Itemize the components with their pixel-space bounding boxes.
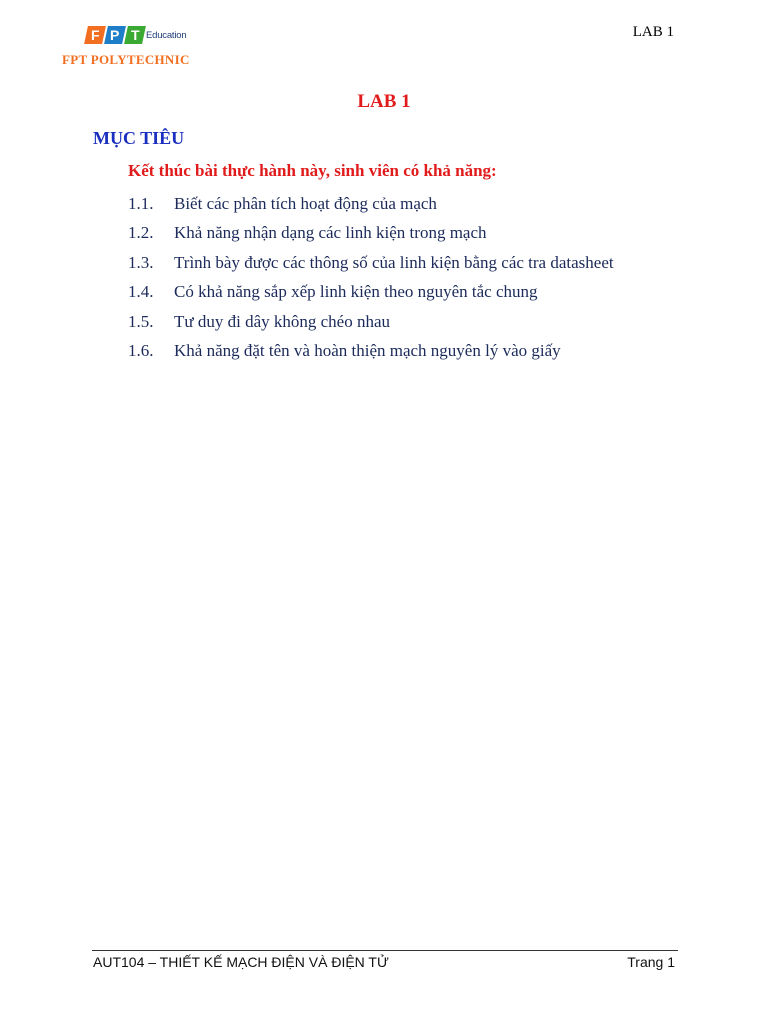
logo-letter-p: P [104, 26, 126, 44]
objectives-intro: Kết thúc bài thực hành này, sinh viên có khả năng: [128, 161, 497, 180]
objective-number: 1.6. [128, 340, 154, 360]
logo-brand-text: FPT POLYTECHNIC [62, 52, 190, 67]
objective-number: 1.3. [128, 252, 154, 272]
objective-number: 1.2. [128, 223, 154, 243]
objective-item [128, 223, 614, 252]
footer-divider [92, 950, 678, 951]
objective-text: Tư duy đi dây không chéo nhau [174, 311, 391, 331]
objective-number: 1.4. [128, 282, 154, 302]
footer-course-title: AUT104 – THIẾT KẾ MẠCH ĐIỆN VÀ ĐIỆN TỬ [93, 954, 389, 970]
objective-text: Khả năng nhận dạng các linh kiện trong mạch [174, 223, 487, 243]
logo-letter-f: F [84, 26, 106, 44]
objective-text: Có khả năng sắp xếp linh kiện theo nguyên tắc chung [174, 282, 538, 302]
objective-text: Biết các phân tích hoạt động của mạch [174, 194, 437, 213]
objective-number: 1.5. [128, 311, 154, 331]
objective-item [128, 312, 614, 341]
logo-education-text: Education [146, 30, 187, 41]
header-lab-label: LAB 1 [632, 24, 674, 40]
footer-page-number: Trang 1 [627, 954, 675, 970]
fpt-education-logo [62, 24, 202, 68]
page-title: LAB 1 [357, 91, 411, 112]
objective-item [128, 253, 614, 282]
section-heading: MỤC TIÊU [93, 128, 185, 148]
objectives-list [128, 194, 614, 370]
fpt-letter-badges [86, 26, 144, 46]
objective-item [128, 194, 614, 223]
objective-item [128, 282, 614, 311]
logo-letter-t: T [124, 26, 146, 44]
objective-item [128, 341, 614, 370]
objective-number: 1.1. [128, 194, 154, 213]
objective-text: Khả năng đặt tên và hoàn thiện mạch nguyên lý vào giấy [174, 340, 561, 360]
objective-text: Trình bày được các thông số của linh kiện bằng các tra datasheet [174, 252, 614, 272]
